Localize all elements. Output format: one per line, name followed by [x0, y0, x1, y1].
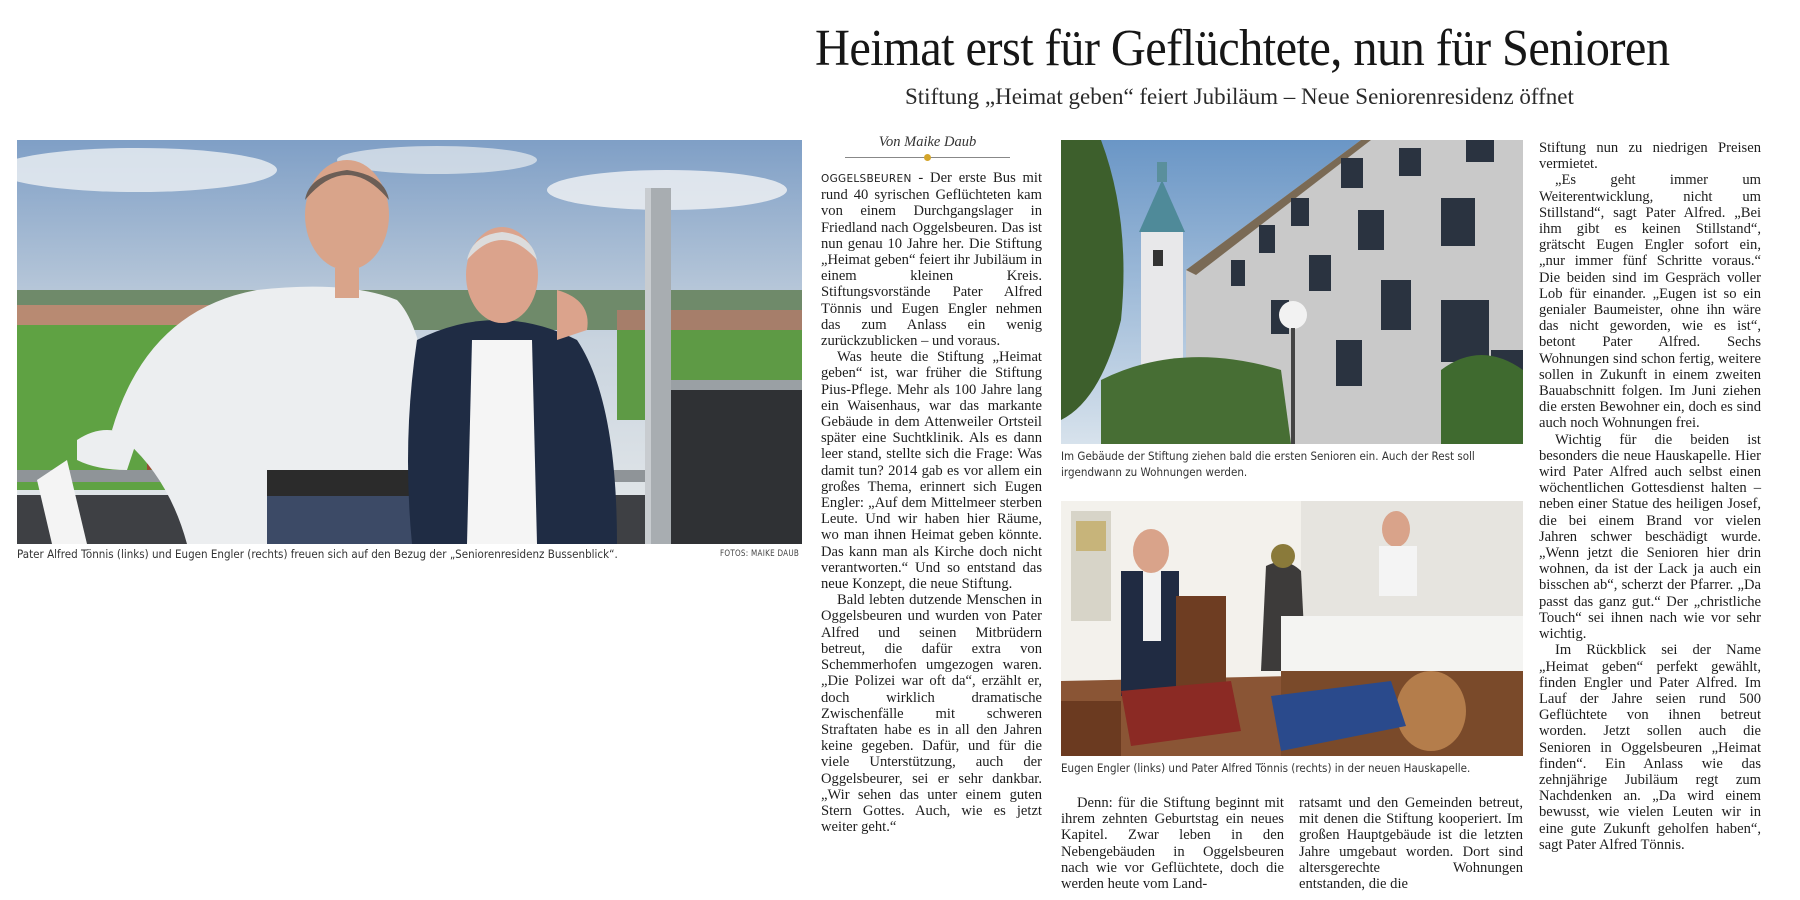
article-paragraph: Denn: für die Stiftung beginnt mit ihrem zehnten Geburtstag ein neues Kapitel. Zwar leben in den Nebengebäuden in Oggelsbeuren nach wie vor Geflüchtete, doch die werden heute vom Land- — [1061, 795, 1284, 893]
byline-dot — [924, 154, 931, 161]
building-photo-caption-line-1: Im Gebäude der Stiftung ziehen bald die ersten Senioren ein. Auch der Rest soll — [1061, 449, 1475, 463]
article-paragraph: Bald lebten dutzende Menschen in Oggelsbeuren und wurden von Pater Alfred und seinen Mitbrüdern betreut, die dafür extra von Schemmerhofen umgezogen waren. „Die Polizei war oft da“, erzählt er, doch wirklich dramatische Zwischenfälle mit schweren Straftaten habe es in all den Jahren keine gegeben. Dafür, und für die viele Unterstützung, auch der Oggelsbeurer, sei er sehr dankbar. „Wir sehen das unter einem guten Stern Gottes. Auch, wie es jetzt weiter geht.“ — [821, 592, 1042, 836]
article-column-1 — [821, 170, 1042, 835]
article-paragraph: ratsamt und den Gemeinden betreut, mit denen die Stiftung kooperiert. Im großen Hauptgebäude ist die letzten Jahre umgebaut worden. Dort sind altersgerechte Wohnungen entstanden, die die — [1299, 795, 1523, 893]
building-photo — [1061, 140, 1523, 444]
main-photo — [17, 140, 802, 544]
chapel-photo-caption: Eugen Engler (links) und Pater Alfred Tönnis (rechts) in der neuen Hauskapelle. — [1061, 761, 1471, 775]
article-headline: Heimat erst für Geflüchtete, nun für Senioren — [815, 20, 1670, 77]
byline: Von Maike Daub — [878, 134, 977, 150]
chapel-photo — [1061, 501, 1523, 756]
building-photo-caption-line-2: irgendwann zu Wohnungen werden. — [1061, 465, 1248, 479]
article-paragraph: „Es geht immer um Weiterentwicklung, nicht um Stillstand“, sagt Pater Alfred. „Bei ihm gibt es keinen Stillstand“, grätscht Eugen Engler sofort ein, „nur immer fünf Schritte voraus.“ Die beiden sind im Gespräch voller Lob für einander. „Eugen ist so ein genialer Baumeister, ohne ihn wäre das nicht geworden, wie es ist“, betont Pater Alfred. Sechs Wohnungen sind schon fertig, weitere sollen in Zukunft in einem zweiten Bauabschnitt folgen. Im Juni ziehen die ersten Bewohner ein, doch es sind auch noch Wohnungen frei. — [1539, 172, 1761, 432]
article-column-2b — [1299, 795, 1523, 892]
paragraph-text: - Der erste Bus mit rund 40 syrischen Geflüchteten kam von einem Durchgangslager in Friedland nach Oggelsbeuren. Das ist nun genau 10 Jahre her. Die Stiftung „Heimat geben“ feiert ihr Jubiläum in einem kleinen Kreis. Stiftungsvorstände Pater Alfred Tönnis und Eugen Engler nehmen das zum Anlass ein wenig zurückzublicken – und voraus. — [821, 170, 1042, 350]
article-paragraph: Wichtig für die beiden ist besonders die neue Hauskapelle. Hier wird Pater Alfred auch selbst einen wöchentlichen Gottesdienst halten – neben einer Statue des heiligen Josef, die bei einem Brand vor vielen Jahren schwer beschädigt wurde. „Wenn jetzt die Senioren hier drin wohnen, da ist der Lack ja auch ein bisschen ab“, scherzt der Pfarrer. „Da passt das ganz gut.“ Der „christliche Touch“ sei ihnen nach wie vor sehr wichtig. — [1539, 431, 1761, 643]
main-photo-caption: Pater Alfred Tönnis (links) und Eugen Engler (rechts) freuen sich auf den Bezug der „Seniorenresidenz Bussenblick“. — [17, 547, 618, 561]
dateline: OGGELSBEUREN — [821, 173, 912, 185]
article-column-2a — [1061, 795, 1284, 892]
article-paragraph: Stiftung nun zu niedrigen Preisen vermietet. — [1539, 140, 1761, 173]
photo-credit: FOTOS: MAIKE DAUB — [719, 549, 799, 559]
article-paragraph: Was heute die Stiftung „Heimat geben“ ist, war früher die Stiftung Pius-Pflege. Mehr als 100 Jahre lang ein Waisenhaus, war das markante Gebäude in dem Attenweiler Ortsteil später eine Suchtklinik. Als es dann leer stand, stellte sich die Frage: Was damit tun? 2014 gab es vor allem ein großes Thema, erinnert sich Eugen Engler: „Auf dem Mittelmeer sterben Leute. Und wir haben hier Räume, wo man ihnen Heimat geben könnte. Das kann man als Kirche doch nicht verantworten.“ Und so entstand das neue Konzept, die neue Stiftung. — [821, 349, 1042, 593]
article-paragraph — [821, 170, 1042, 349]
article-paragraph: Im Rückblick sei der Name „Heimat geben“ perfekt gewählt, finden Engler und Pater Alfred. Im Lauf der Jahre seien rund 500 Geflüchtete von ihnen betreut worden. Jetzt sollen auch die Senioren in Oggelsbeuren „Heimat finden“. Ein Anlass wie das zehnjährige Jubiläum regt zum Nachdenken an. „Da wird einem bewusst, wie vielen Leuten wir in eine gute Zukunft geholfen haben“, sagt Pater Alfred Tönnis. — [1539, 642, 1761, 853]
article-subheadline: Stiftung „Heimat geben“ feiert Jubiläum – Neue Seniorenresidenz öffnet — [905, 84, 1574, 109]
article-column-3 — [1539, 140, 1761, 853]
